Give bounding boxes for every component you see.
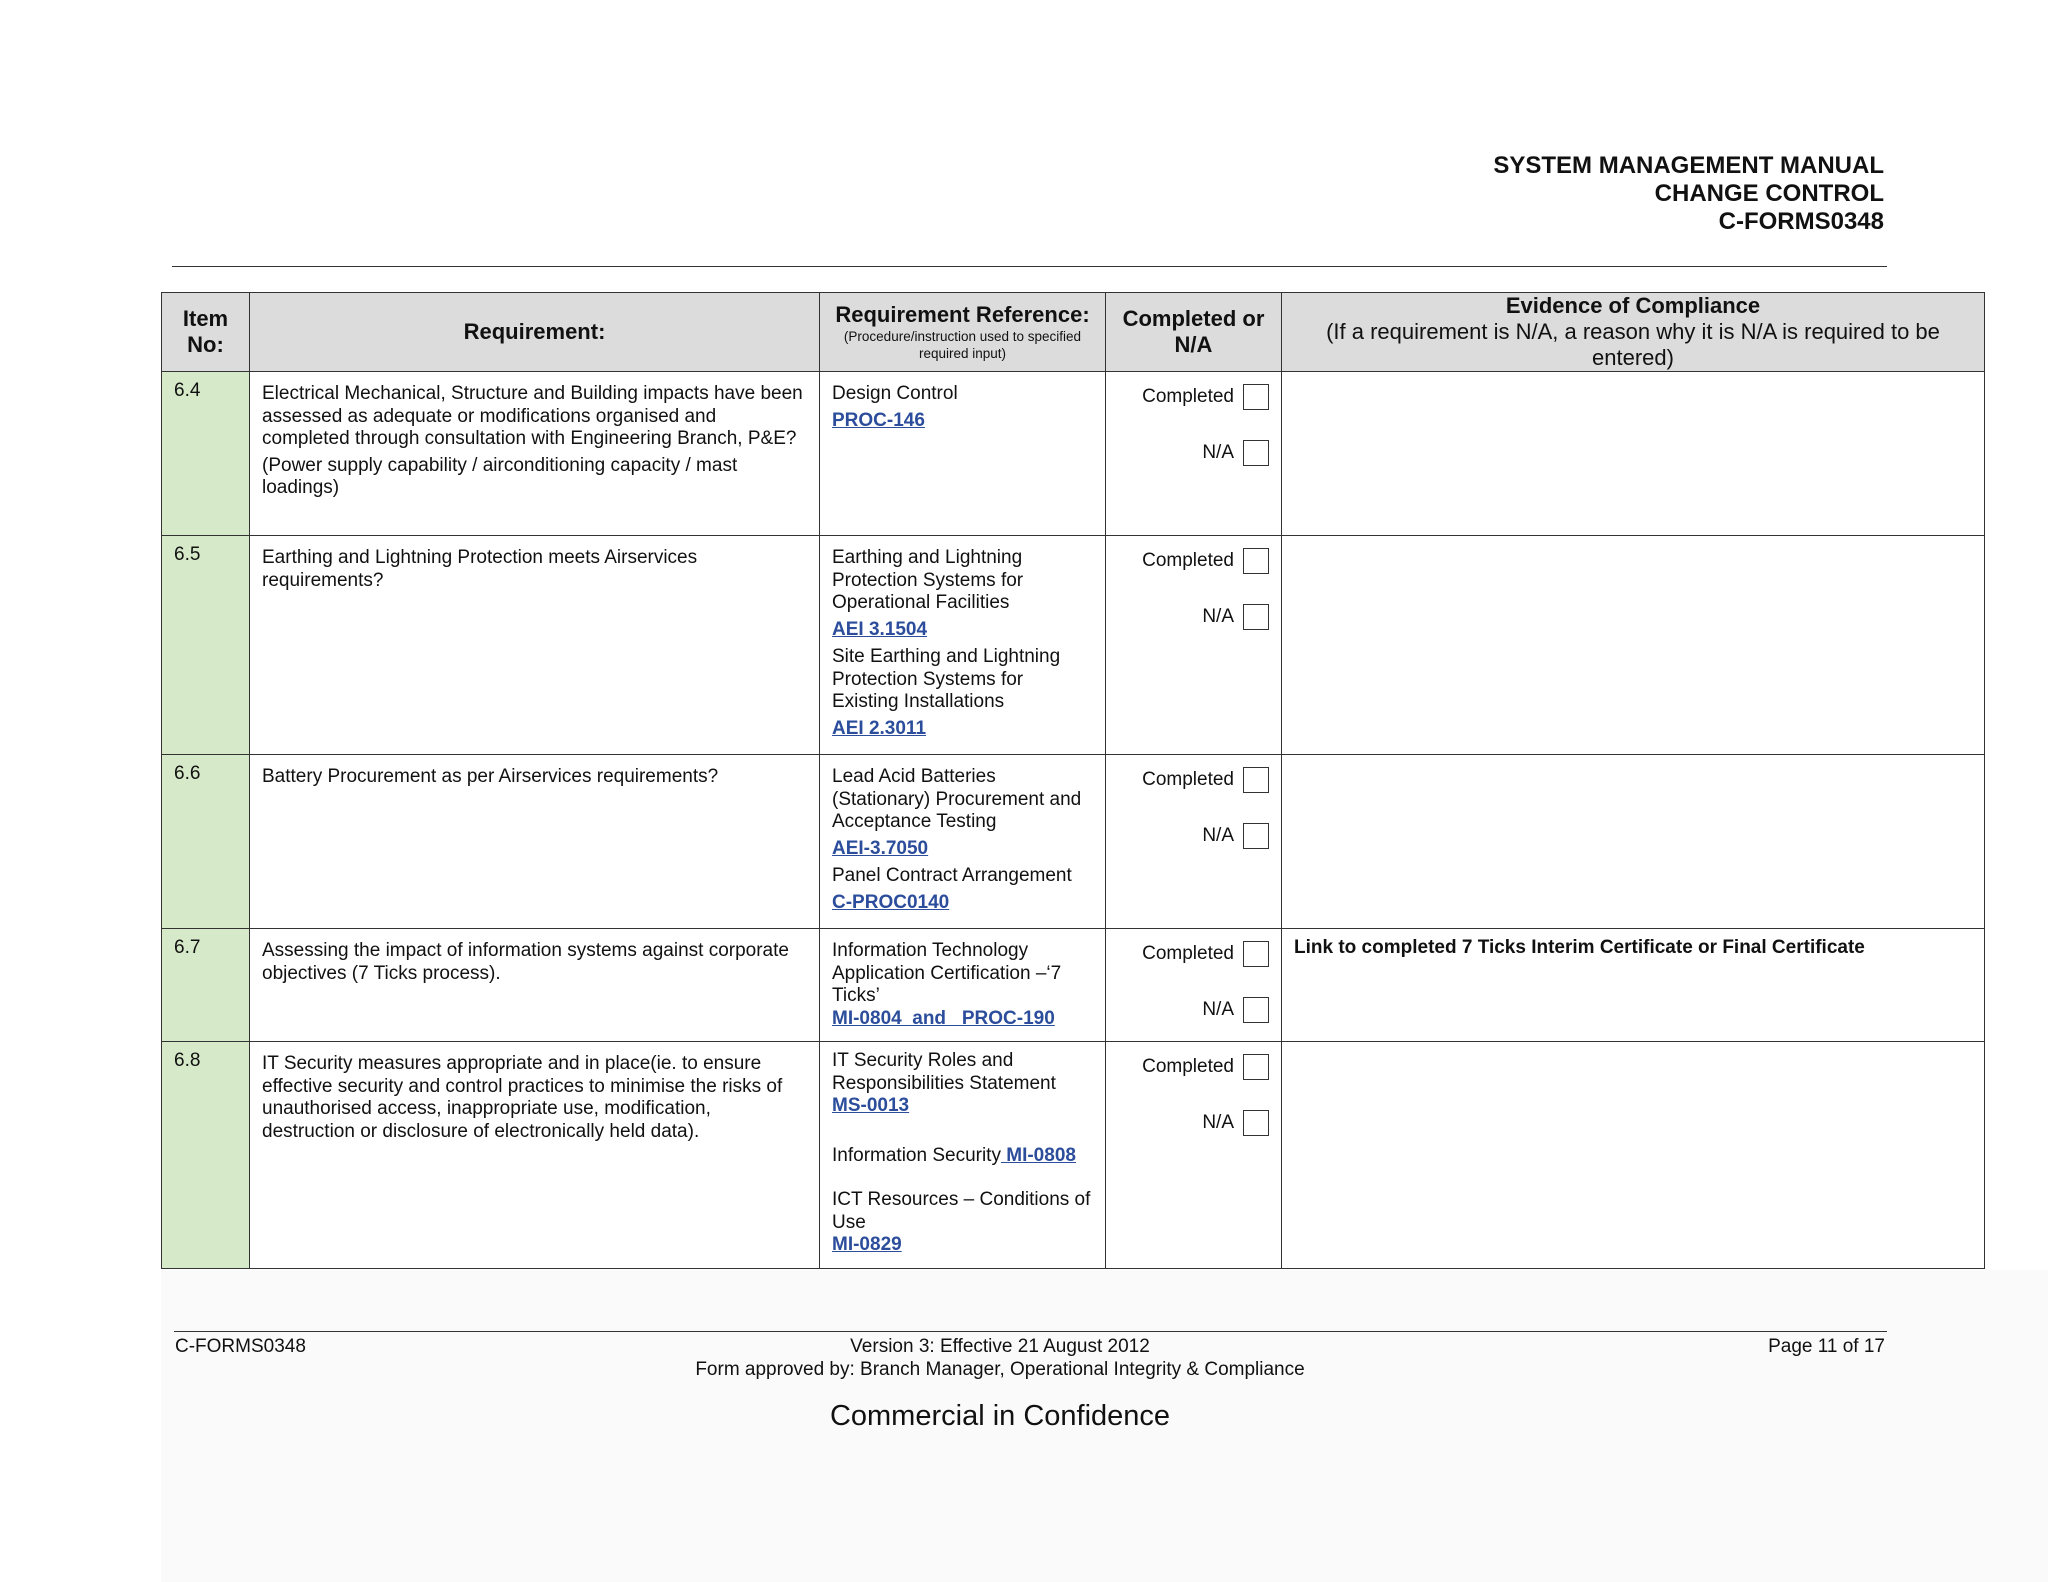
- table-row: [162, 536, 1985, 755]
- reference-cell: [820, 536, 1106, 755]
- completed-label: Completed: [1142, 550, 1234, 571]
- na-checkbox[interactable]: [1243, 604, 1269, 630]
- completed-label: Completed: [1142, 943, 1234, 964]
- form-code: C-FORMS0348: [1718, 208, 1884, 235]
- col-header-reference-note: (Procedure/instruction used to specified required input): [843, 329, 1082, 361]
- na-label: N/A: [1202, 442, 1234, 463]
- col-header-evidence: [1282, 293, 1985, 372]
- requirement-cell: [250, 755, 820, 929]
- reference-cell: [820, 755, 1106, 929]
- footer-form-id: C-FORMS0348: [175, 1336, 306, 1357]
- reference-link[interactable]: MS-0013: [832, 1095, 910, 1116]
- item-number: 6.5: [162, 536, 250, 755]
- reference-text: Information Security: [832, 1144, 1001, 1166]
- na-checkbox[interactable]: [1243, 823, 1269, 849]
- completed-label: Completed: [1142, 1056, 1234, 1077]
- col-header-evidence-note: (If a requirement is N/A, a reason why it is N/A is required to be entered): [1326, 319, 1940, 370]
- col-header-completed: Completed or N/A: [1106, 293, 1282, 372]
- table-row: [162, 755, 1985, 929]
- footer-version-block: [600, 1336, 1400, 1381]
- requirement-text: Electrical Mechanical, Structure and Building impacts have been assessed as adequate or modifications organised and completed through consultation with Engineering Branch, P&E?: [262, 383, 803, 449]
- evidence-cell[interactable]: Link to completed 7 Ticks Interim Certificate or Final Certificate: [1282, 929, 1985, 1042]
- footer-approval: Form approved by: Branch Manager, Operational Integrity & Compliance: [695, 1358, 1305, 1380]
- reference-text: Design Control: [832, 383, 958, 404]
- requirement-cell: [250, 536, 820, 755]
- table-row: [162, 372, 1985, 536]
- completed-checkbox[interactable]: [1243, 548, 1269, 574]
- footer-divider: [174, 1331, 1887, 1332]
- na-checkbox[interactable]: [1243, 997, 1269, 1023]
- footer-version: Version 3: Effective 21 August 2012: [850, 1336, 1150, 1357]
- completed-label: Completed: [1142, 386, 1234, 407]
- col-header-reference: [820, 293, 1106, 372]
- requirement-text: Battery Procurement as per Airservices requirements?: [262, 766, 719, 787]
- item-number: 6.6: [162, 755, 250, 929]
- section-title: CHANGE CONTROL: [1654, 180, 1884, 207]
- reference-text: IT Security Roles and Responsibilities Statement: [832, 1050, 1056, 1094]
- compliance-table: [161, 292, 1985, 1269]
- completed-label: Completed: [1142, 769, 1234, 790]
- reference-text: Information Technology Application Certification –‘7 Ticks’: [832, 940, 1062, 1006]
- reference-text: Panel Contract Arrangement: [832, 865, 1072, 886]
- na-checkbox[interactable]: [1243, 440, 1269, 466]
- requirement-cell: [250, 372, 820, 536]
- item-number: 6.4: [162, 372, 250, 536]
- na-label: N/A: [1202, 606, 1234, 627]
- completed-cell: [1106, 929, 1282, 1042]
- completed-cell: [1106, 755, 1282, 929]
- completed-checkbox[interactable]: [1243, 1054, 1269, 1080]
- reference-link[interactable]: PROC-146: [832, 409, 925, 431]
- completed-cell: [1106, 536, 1282, 755]
- reference-text: Lead Acid Batteries (Stationary) Procurement and Acceptance Testing: [832, 766, 1082, 832]
- reference-text: Earthing and Lightning Protection Systems for Operational Facilities: [832, 547, 1024, 613]
- reference-cell: [820, 929, 1106, 1042]
- reference-cell: [820, 1042, 1106, 1269]
- requirement-note: (Power supply capability / airconditioning capacity / mast loadings): [262, 454, 738, 498]
- reference-text: ICT Resources – Conditions of Use: [832, 1189, 1091, 1233]
- col-header-reference-title: Requirement Reference:: [835, 302, 1090, 327]
- requirement-cell: [250, 1042, 820, 1269]
- na-label: N/A: [1202, 1112, 1234, 1133]
- reference-link[interactable]: AEI 3.1504: [832, 618, 928, 640]
- completed-checkbox[interactable]: [1243, 767, 1269, 793]
- reference-link[interactable]: AEI-3.7050: [832, 837, 929, 859]
- reference-line: [832, 1145, 1093, 1168]
- evidence-cell[interactable]: [1282, 372, 1985, 536]
- header-divider: [172, 266, 1887, 267]
- requirement-text: Earthing and Lightning Protection meets Airservices requirements?: [262, 547, 698, 591]
- reference-text: Site Earthing and Lightning Protection Systems for Existing Installations: [832, 646, 1061, 712]
- document-header: [1493, 152, 1884, 236]
- col-header-evidence-title: Evidence of Compliance: [1505, 293, 1761, 318]
- manual-title: SYSTEM MANAGEMENT MANUAL: [1493, 152, 1884, 179]
- reference-link[interactable]: MI-0829: [832, 1234, 902, 1255]
- na-label: N/A: [1202, 999, 1234, 1020]
- evidence-cell[interactable]: [1282, 755, 1985, 929]
- footer-page-number: Page 11 of 17: [1768, 1336, 1885, 1357]
- completed-checkbox[interactable]: [1243, 384, 1269, 410]
- requirement-text: Assessing the impact of information systems against corporate objectives (7 Ticks process).: [262, 940, 789, 984]
- reference-link[interactable]: MI-0804 and PROC-190: [832, 1007, 1055, 1029]
- completed-cell: [1106, 1042, 1282, 1269]
- table-row: [162, 929, 1985, 1042]
- evidence-cell[interactable]: [1282, 1042, 1985, 1269]
- col-header-item: Item No:: [162, 293, 250, 372]
- reference-link[interactable]: AEI 2.3011: [832, 717, 927, 739]
- requirement-cell: [250, 929, 820, 1042]
- requirement-text: IT Security measures appropriate and in place(ie. to ensure effective security and control practices to minimise the risks of unauthorised access, inappropriate use, modification, destruction or disclosure of electronically held data).: [262, 1053, 783, 1142]
- confidentiality-notice: Commercial in Confidence: [829, 1400, 1171, 1432]
- item-number: 6.7: [162, 929, 250, 1042]
- col-header-requirement: Requirement:: [250, 293, 820, 372]
- reference-link[interactable]: C-PROC0140: [832, 891, 950, 913]
- reference-link[interactable]: MI-0808: [1000, 1144, 1076, 1166]
- table-header-row: [162, 293, 1985, 372]
- reference-cell: [820, 372, 1106, 536]
- item-number: 6.8: [162, 1042, 250, 1269]
- completed-cell: [1106, 372, 1282, 536]
- table-row: [162, 1042, 1985, 1269]
- evidence-cell[interactable]: [1282, 536, 1985, 755]
- na-checkbox[interactable]: [1243, 1110, 1269, 1136]
- completed-checkbox[interactable]: [1243, 941, 1269, 967]
- na-label: N/A: [1202, 825, 1234, 846]
